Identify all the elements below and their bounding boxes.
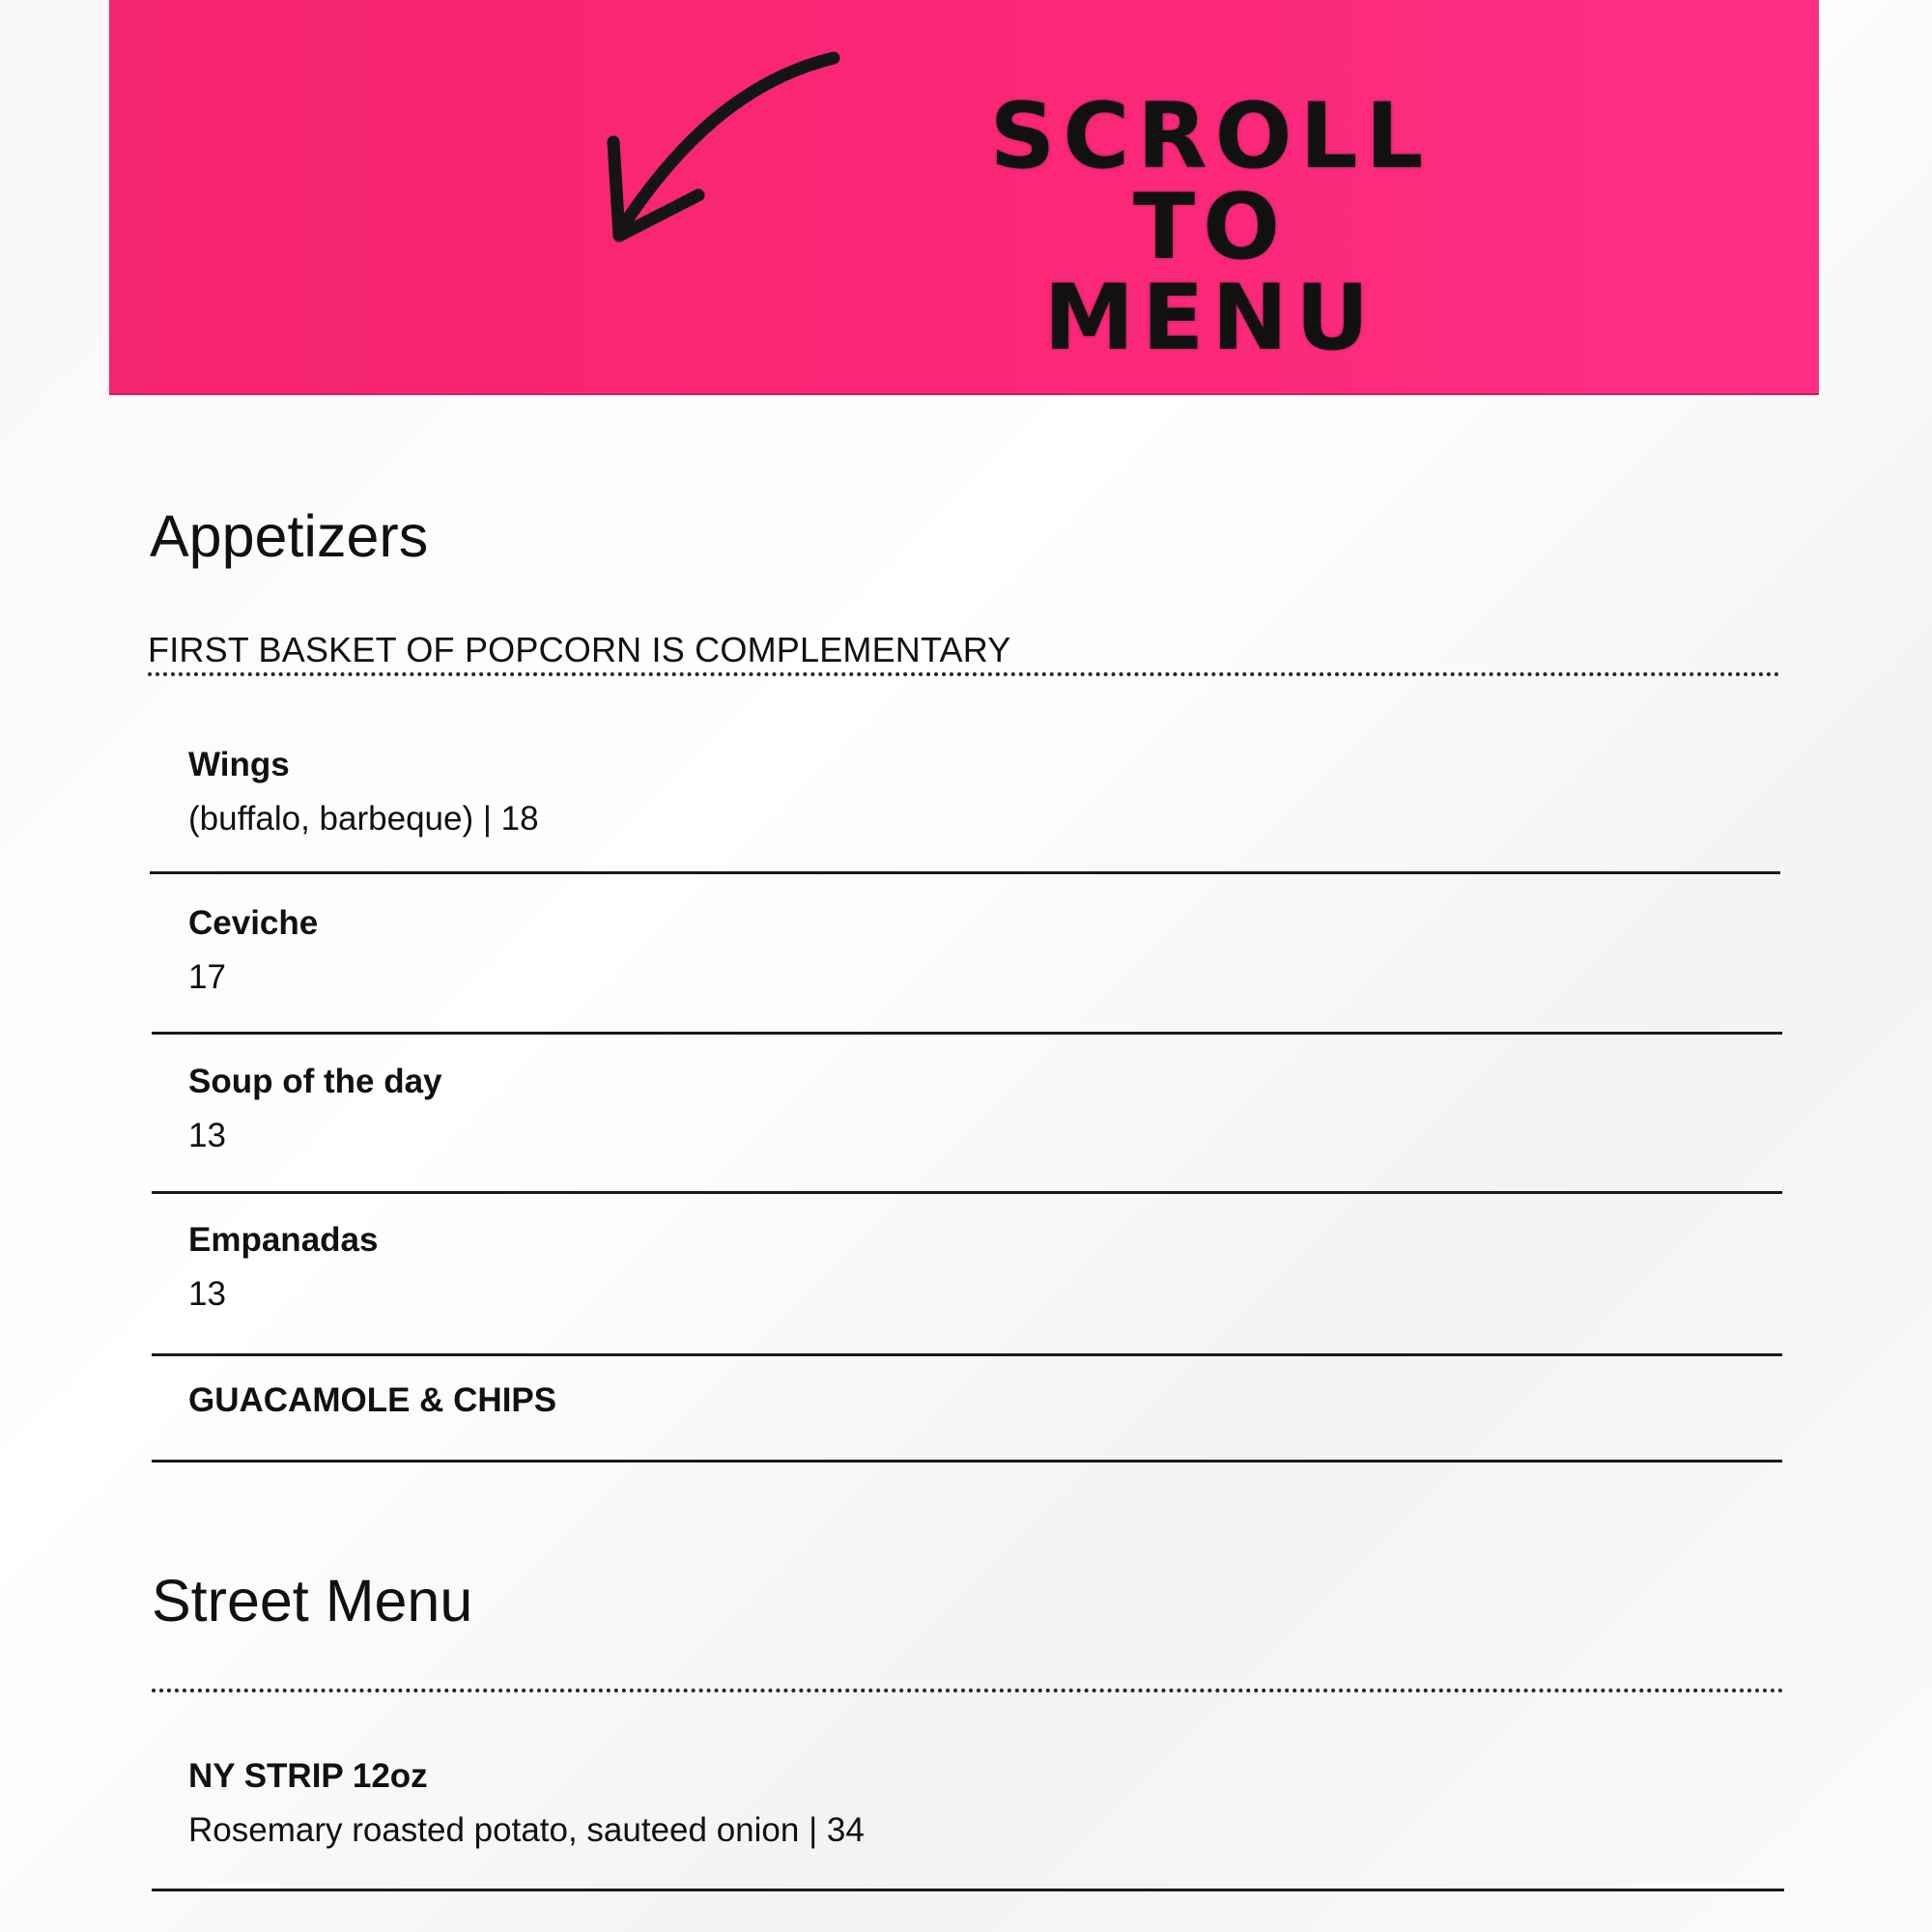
menu-item <box>188 1219 378 1316</box>
section-title-appetizers: Appetizers <box>150 503 429 569</box>
menu-item-desc: 13 <box>188 1117 226 1154</box>
menu-item-desc: 13 <box>188 1275 226 1313</box>
menu-item-name: Soup of the day <box>188 1063 442 1100</box>
item-divider <box>152 1032 1782 1035</box>
menu-item-desc: Rosemary roasted potato, sauteed onion | 34 <box>188 1811 865 1849</box>
menu-item-name: Ceviche <box>188 904 319 942</box>
section-divider-dotted <box>152 1689 1784 1692</box>
menu-item-name: Empanadas <box>188 1221 379 1259</box>
item-divider <box>152 1460 1782 1463</box>
menu-item-name: NY STRIP 12oz <box>188 1757 428 1795</box>
menu-item <box>188 1061 442 1157</box>
section-title-street-menu: Street Menu <box>152 1568 473 1634</box>
menu-item <box>188 1379 556 1422</box>
banner-heading <box>901 84 1520 371</box>
menu-item-desc: (buffalo, barbeque) | 18 <box>188 800 539 838</box>
menu-item <box>188 1755 865 1852</box>
item-divider <box>152 1191 1782 1194</box>
curved-arrow-down-left-icon <box>602 50 853 253</box>
item-divider <box>150 871 1780 874</box>
scroll-to-menu-banner[interactable] <box>109 0 1819 395</box>
item-divider <box>152 1353 1782 1356</box>
menu-item <box>188 744 539 840</box>
menu-item-desc: 17 <box>188 958 226 996</box>
item-divider <box>152 1889 1784 1891</box>
menu-item <box>188 902 318 999</box>
appetizers-note: FIRST BASKET OF POPCORN IS COMPLEMENTARY <box>148 630 1011 669</box>
menu-item-name: GUACAMOLE & CHIPS <box>188 1381 557 1419</box>
menu-item-name: Wings <box>188 746 290 783</box>
banner-line-2: MENU <box>1043 266 1378 371</box>
banner-line-1: SCROLL TO <box>989 84 1432 280</box>
section-divider-dotted <box>148 672 1780 676</box>
